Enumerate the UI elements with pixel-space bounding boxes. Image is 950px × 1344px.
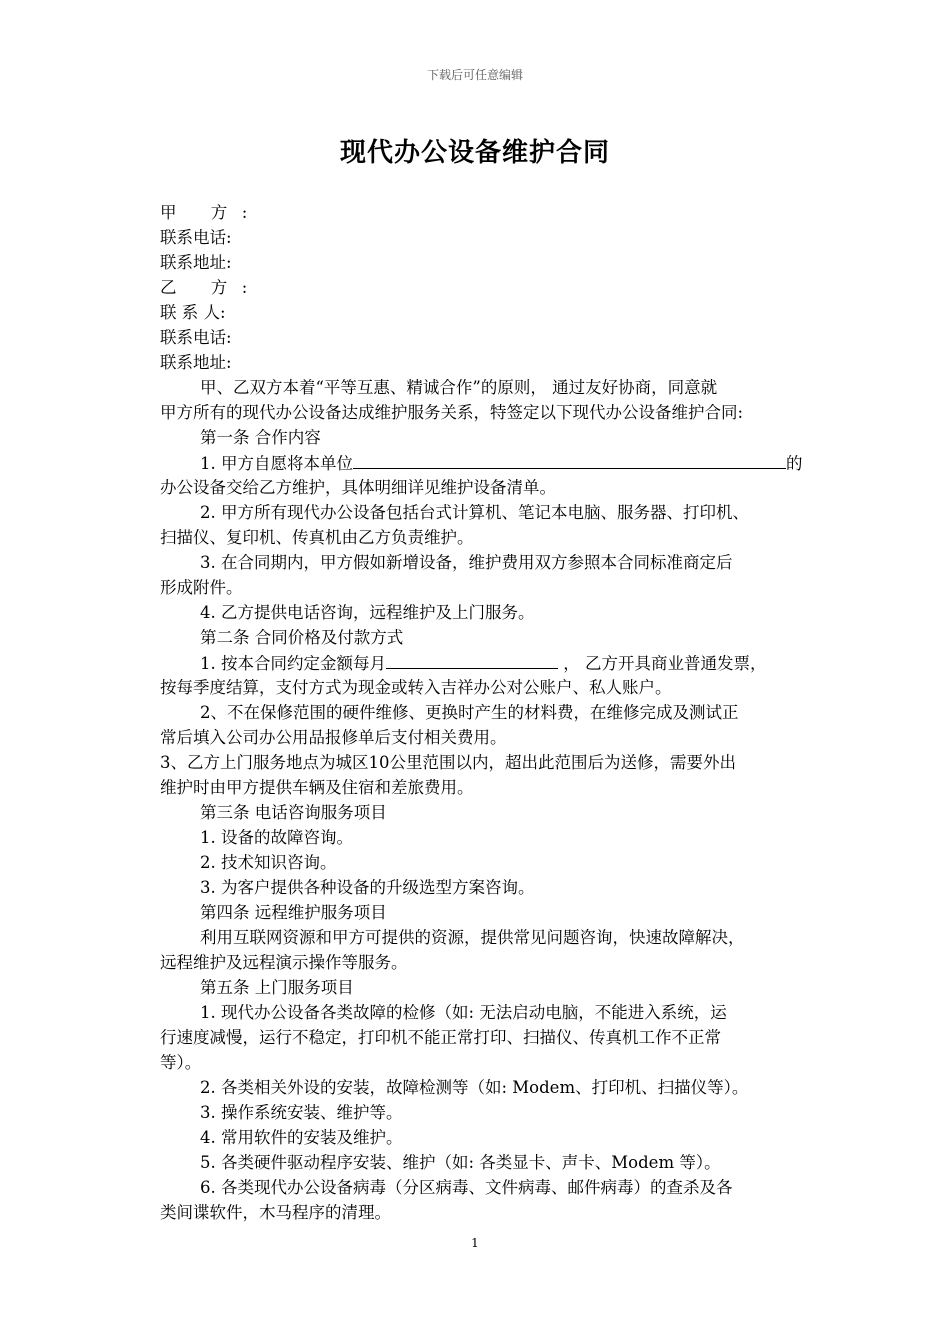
party-label: 联系电话: [160,328,232,347]
contract-body [160,200,840,1225]
article-5-item-6: 6. 各类现代办公设备病毒（分区病毒、文件病毒、邮件病毒）的查杀及各 [200,1178,733,1197]
article-5-item-2: 2. 各类相关外设的安装，故障检测等（如: Modem、打印机、扫描仪等）。 [200,1078,749,1097]
article-3-heading: 第三条 电话咨询服务项目 [200,803,387,822]
article-2-heading: 第二条 合同价格及付款方式 [200,628,404,647]
article-4-text: 利用互联网资源和甲方可提供的资源，提供常见问题咨询，快速故障解决， [200,928,745,947]
text-segment: 1. 按本合同约定金额每月 [200,654,386,673]
article-5-item-3: 3. 操作系统安装、维护等。 [200,1103,403,1122]
intro-paragraph-cont: 甲方所有的现代办公设备达成维护服务关系，特签定以下现代办公设备维护合同: [160,403,744,422]
article-2-item-2: 2、不在保修范围的硬件维修、更换时产生的材料费，在维修完成及测试正 [200,703,739,722]
article-1-item-1-cont: 办公设备交给乙方维护，具体明细详见维护设备清单。 [160,478,556,497]
article-3-item-1: 1. 设备的故障咨询。 [200,828,353,847]
party-label: 乙 方: [160,278,262,297]
article-1-item-3: 3. 在合同期内，甲方假如新增设备，维护费用双方参照本合同标准商定后 [200,553,733,572]
fill-in-blank [353,450,786,469]
article-1-item-2: 2. 甲方所有现代办公设备包括台式计算机、笔记本电脑、服务器、打印机、 [200,503,749,522]
party-label: 甲 方: [160,203,262,222]
article-1-item-2-cont: 扫描仪、复印机、传真机由乙方负责维护。 [160,528,474,547]
article-5-item-6-cont: 类间谍软件，木马程序的清理。 [160,1203,391,1222]
party-line-a-address [160,250,840,275]
intro-paragraph: 甲、乙双方本着“平等互惠、精诚合作”的原则， 通过友好协商，同意就 [200,378,718,397]
article-5-item-1: 1. 现代办公设备各类故障的检修（如: 无法启动电脑，不能进入系统，运 [200,1003,727,1022]
text-segment: ， 乙方开具商业普通发票， [558,654,767,673]
article-2-item-3: 3、乙方上门服务地点为城区10公里范围以内，超出此范围后为送修，需要外出 [160,753,736,772]
document-title: 现代办公设备维护合同 [339,138,610,168]
party-line-b [160,275,840,300]
article-2-item-3-cont: 维护时由甲方提供车辆及住宿和差旅费用。 [160,778,474,797]
article-5-item-4: 4. 常用软件的安装及维护。 [200,1128,403,1147]
article-2-item-2-cont: 常后填入公司办公用品报修单后支付相关费用。 [160,728,507,747]
article-1-item-1 [160,450,840,475]
article-5-item-5: 5. 各类硬件驱动程序安装、维护（如: 各类显卡、声卡、Modem 等）。 [200,1153,721,1172]
party-line-a-phone [160,225,840,250]
article-2-item-1 [160,650,840,675]
party-line-a [160,200,840,225]
fill-in-blank [386,650,558,669]
party-label: 联 系 人: [160,303,226,322]
article-2-item-1-cont: 按每季度结算，支付方式为现金或转入吉祥办公对公账户、私人账户。 [160,678,672,697]
article-1-item-4: 4. 乙方提供电话咨询，远程维护及上门服务。 [200,603,535,622]
text-segment: 的 [786,454,803,473]
article-4-text-cont: 远程维护及远程演示操作等服务。 [160,953,408,972]
article-5-heading: 第五条 上门服务项目 [200,978,354,997]
party-line-b-contact [160,300,840,325]
party-label: 联系电话: [160,228,232,247]
page-header-note: 下载后可任意编辑 [426,68,523,82]
article-5-item-1-cont: 行速度减慢，运行不稳定，打印机不能正常打印、扫描仪、传真机工作不正常 [160,1028,721,1047]
article-5-item-1-cont: 等）。 [160,1053,202,1072]
party-line-b-phone [160,325,840,350]
article-3-item-3: 3. 为客户提供各种设备的升级选型方案咨询。 [200,878,535,897]
article-1-heading: 第一条 合作内容 [200,428,321,447]
page-number: 1 [471,1236,479,1250]
text-segment: 1. 甲方自愿将本单位 [200,454,353,473]
party-line-b-address [160,350,840,375]
article-3-item-2: 2. 技术知识咨询。 [200,853,337,872]
article-4-heading: 第四条 远程维护服务项目 [200,903,387,922]
party-label: 联系地址: [160,353,232,372]
party-label: 联系地址: [160,253,232,272]
article-1-item-3-cont: 形成附件。 [160,578,243,597]
